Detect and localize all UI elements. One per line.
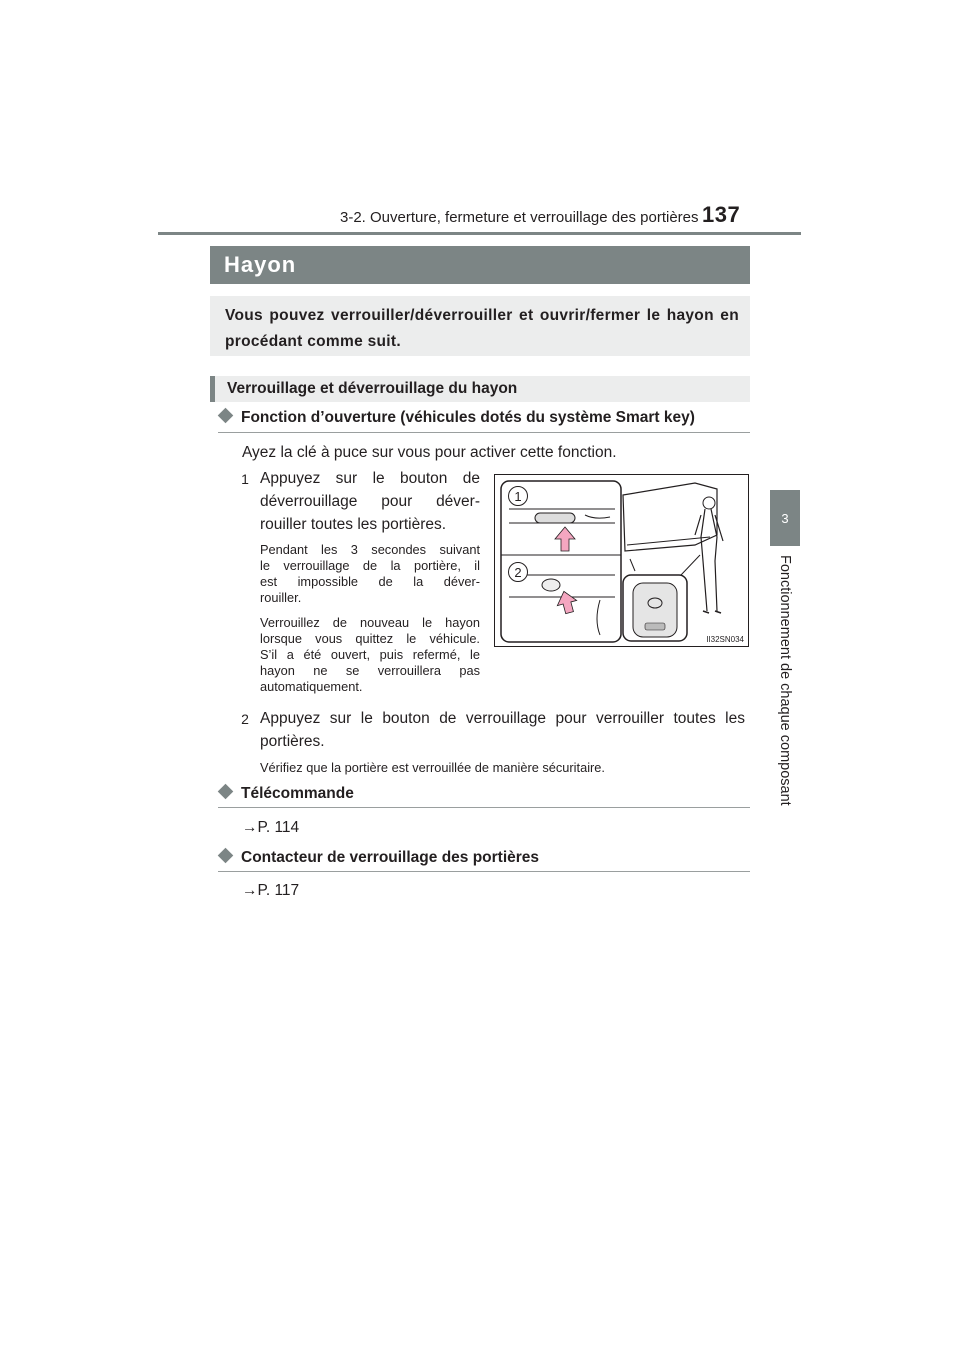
step1-line-2: déverrouillage pour déver- [260,493,480,510]
tailgate-illustration [494,474,749,647]
step1-note2-line-5: automatiquement. [260,679,363,694]
chapter-tab-number: 3 [770,490,800,546]
heading-rule [218,807,750,808]
step-number-1: 1 [241,471,249,487]
intro-text: Vous pouvez verrouiller/déverrouiller et ouvrir/fermer le hayon en procédant comme suit. [225,307,739,350]
diamond-bullet-icon [218,848,234,864]
step1-note2-line-2: lorsque vous quittez le véhicule. [260,631,480,646]
chapter-tab-title: Fonctionnement de chaque composant [777,555,793,806]
page-reference-link[interactable]: →P. 114 [242,819,300,836]
tailgate-illustration-drawing [495,475,750,648]
subsection-title: Verrouillage et déverrouillage du hayon [227,380,518,397]
header-section-title: 3-2. Ouverture, fermeture et verrouillage des portières [340,209,699,226]
section-heading-text: Fonction d’ouverture (véhicules dotés du système Smart key) [241,409,695,426]
section-heading-text: Télécommande [241,785,354,802]
step2-note: Vérifiez que la portière est verrouillée de manière sécuritaire. [260,760,605,775]
step-number-2: 2 [241,711,249,727]
figure-code: II32SN034 [706,635,744,644]
diamond-bullet-icon [218,408,234,424]
step2-line-1: Appuyez sur le bouton de verrouillage pour verrouiller toutes les [260,710,745,727]
step1-note1-line-4: rouiller. [260,590,302,605]
step1-note1-line-2: le verrouillage de la portière, il [260,558,480,573]
page-title-bar [210,246,750,284]
figure-label-1: 1 [508,486,528,506]
figure-label-2: 2 [508,562,528,582]
subsection-bar [210,376,750,402]
step1-line-1: Appuyez sur le bouton de [260,470,480,487]
chapter-tab [771,555,799,805]
step1-note2-line-4: hayon ne se verrouillera pas [260,663,480,678]
page-number: 137 [702,202,741,227]
section-heading-text: Contacteur de verrouillage des portières [241,849,540,866]
step1-note2-line-3: S’il a été ouvert, puis refermé, le [260,647,480,662]
step2-line-2: portières. [260,733,325,750]
section-heading-lock-switch [218,849,539,867]
header-divider [158,232,801,235]
step1-note2-line-1: Verrouillez de nouveau le hayon [260,615,480,630]
step1-line-3: rouiller toutes les portières. [260,516,447,533]
page-title: Hayon [224,252,297,277]
step1-note1-line-1: Pendant les 3 secondes suivant [260,542,480,557]
section-heading-remote [218,785,354,803]
diamond-bullet-icon [218,784,234,800]
step1-note1-line-3: est impossible de la déver- [260,574,480,589]
heading-rule [218,432,750,433]
page-reference-link[interactable]: →P. 117 [242,882,300,899]
intro-box [210,296,750,356]
lead-paragraph: Ayez la clé à puce sur vous pour activer cette fonction. [242,444,617,461]
section-heading-opening-function [218,409,695,427]
heading-rule [218,871,750,872]
